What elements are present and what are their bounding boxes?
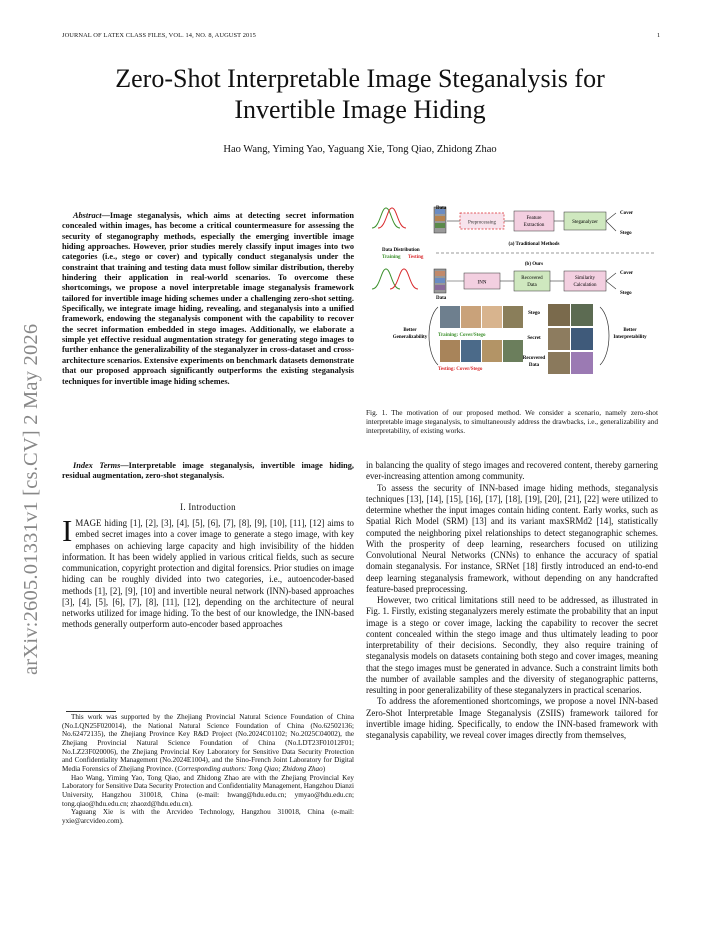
similarity-label-1: Similarity	[575, 276, 595, 281]
feature-extraction-box	[514, 211, 554, 231]
footnote-affiliation: Hao Wang, Yiming Yao, Tong Qiao, and Zhidong Zhao are with the Zhejiang Provincial Key Laboratory for Sensitive Data Security Protection and Confidentiality Management, Hangzhou Dianzi University, Hangzhou 310018, China (e-mail: hwang@hdu.edu.cn; ymyao@hdu.edu.cn; tong.qiao@hdu.edu.cn; zhaozd@hdu.edu.cn).	[62, 773, 354, 808]
drop-cap: I	[62, 513, 73, 548]
index-terms-text: —Interpretable image steganalysis, invertible image hiding, residual augmentation, zero-shot steganalysis.	[62, 461, 355, 481]
bracket-right	[600, 307, 609, 365]
arxiv-stamp: arXiv:2605.01331v1 [cs.CV] 2 May 2026	[20, 323, 42, 675]
data-label-b: Data	[436, 296, 447, 301]
recovered-data-box	[514, 271, 550, 291]
feature-label-2: Extraction	[523, 223, 545, 228]
testing-cover-stego: Testing: Cover/Stego	[438, 367, 483, 372]
footnote-rule	[66, 711, 116, 712]
right-column	[366, 460, 658, 741]
gauss-curves-b	[372, 269, 418, 289]
intro-paragraph	[62, 513, 354, 631]
caption-b: (b) Ours	[524, 262, 544, 267]
preprocessing-label: Preprocessing	[467, 220, 497, 226]
better-interpretability-1: Better	[623, 328, 637, 333]
bracket-left	[429, 307, 438, 365]
cover-label-b: Cover	[620, 271, 634, 276]
training-cover-stego: Training: Cover/Stego	[438, 333, 486, 338]
paragraph: To address the aforementioned shortcomings, we propose a novel INN-based Zero-Shot Interpretable Image Steganalysis (ZSIIS) framework tailored for invertible image hiding. Specifically, to endow the INN-based framework with steganalysis capability, we reveal cover images directly from themselves,	[366, 696, 658, 740]
page-number: 1	[657, 32, 661, 39]
paragraph: However, two critical limitations still need to be addressed, as illustrated in Fig. 1. Firstly, existing steganalyzers merely estimate the probability that an input image is a stego or cover image, lacking the capability to recover the secret content concealed within the stego image and thus ultimately leading to poor interpretability of their decisions. Secondly, they also require training of steganalysis models on datasets containing both stego and cover images, meaning that the stego images must be generated in advance. Such a constraint limits both the number of available samples and the diversity of steganographic patterns, resulting in poor generalizability of these steganalyzers in practical scenarios.	[366, 595, 658, 695]
stego-images	[548, 304, 593, 326]
secret-images	[548, 328, 593, 350]
stego-label-a: Stego	[620, 231, 632, 236]
training-images	[440, 306, 523, 328]
better-generalizability-1: Better	[403, 328, 417, 333]
recovered-label-1: Recovered	[521, 276, 543, 281]
inn-label: INN	[477, 280, 487, 286]
similarity-box	[564, 271, 606, 291]
paper-title	[0, 63, 720, 125]
abstract-text: —Image steganalysis, which aims at detecting secret information concealed within images, has become a critical countermeasure for assessing the security of steganography methods, especially the emerging invertible image hiding approaches. However, prior studies merely classify input images into two categories (i.e., stego or cover) and typically conduct steganalysis under the constraint that training and testing data must follow similar distribution, thereby hindering their application in real-world scenarios. To overcome these shortcomings, we propose a novel interpretable image steganalysis framework tailored for invertible image hiding schemes under a challenging zero-shot setting. Specifically, we integrate image hiding, revealing, and steganalysis into a unified framework, endowing the steganalysis component with the capability to recover the secret information embedded in stego images. Additionally, we elaborate a simple yet effective residual augmentation strategy for generating stego images to further enhance the generalizability of the steganalyzer in cross-dataset and cross-architecture scenarios. Extensive experiments on benchmark datasets demonstrate that our proposed approach significantly outperforms the existing steganalysis techniques for invertible image hiding schemes.	[62, 211, 354, 386]
recovered-label-2: Data	[527, 283, 537, 288]
data-label-a: Data	[436, 206, 447, 211]
data-stack-b	[434, 269, 446, 293]
recovered-row-label-1: Recovered	[522, 356, 546, 361]
gauss-curves-a	[372, 208, 406, 228]
authors: Hao Wang, Yiming Yao, Yaguang Xie, Tong Qiao, Zhidong Zhao	[223, 144, 497, 155]
caption-a: (a) Traditional Methods	[508, 242, 560, 247]
figure-caption: Fig. 1. The motivation of our proposed method. We consider a scenario, namely zero-shot interpretable image steganalysis, to simultaneously address the drawbacks, i.e., generalizability and interpretability, of existing works.	[366, 408, 658, 435]
title-line-1: Zero-Shot Interpretable Image Steganalysis for	[115, 64, 605, 93]
similarity-label-2: Calculation	[573, 283, 597, 288]
feature-label-1: Feature	[526, 216, 542, 221]
cover-label-a: Cover	[620, 211, 634, 216]
paragraph: To assess the security of INN-based image hiding methods, steganalysis techniques [13], [14], [15], [16], [17], [18], [19], [20], [21], [22] were utilized to determine whether the input images contain hiding content. Early works, such as Spatial Rich Model (SRM) [13] and its variant maxSRMd2 [14], statistically computed the neighboring pixel relationships to detect steganographic schemes. With the prosperity of deep learning, researchers focused on utilizing Convolutional Neural Networks (CNNs) to enhance the accuracy of spatial domain steganalysis. For instance, SRNet [18] firstly introduced an end-to-end deep learning steganalysis framework, without depending on any handcrafted feature-based preprocessing.	[366, 482, 658, 594]
testing-label: Testing	[408, 255, 424, 260]
data-distribution-label: Data Distribution	[382, 248, 420, 253]
running-header: JOURNAL OF LATEX CLASS FILES, VOL. 14, NO. 8, AUGUST 2015	[62, 32, 256, 39]
testing-images	[440, 340, 523, 362]
paragraph: in balancing the quality of stego images and recovered content, thereby garnering ever-increasing attention among community.	[366, 460, 658, 482]
secret-row-label: Secret	[527, 336, 541, 341]
stego-label-b: Stego	[620, 291, 632, 296]
steganalyzer-label: Steganalyzer	[572, 220, 598, 225]
index-terms	[62, 461, 354, 482]
better-generalizability-2: Generalizability	[392, 335, 428, 340]
intro-text: MAGE hiding [1], [2], [3], [4], [5], [6], [7], [8], [9], [10], [11], [12] aims to embed secret images into a cover image to generate a stego image, with key emphases on achieving large capacity and high invisibility of the hidden information. It has been widely applied in various critical fields, such as secure communication, copyright protection and digital forensics. Prior studies on image hiding can be roughly divided into two categories, i.e., autoencoder-based methods [1], [2], [9], [10] and invertible neural network (INN)-based approaches [3], [4], [5], [6], [7], [8], [11], [12], depending on the architecture of neural networks utilized for image hiding. To the best of our knowledge, the INN-based methods generally outperform auto-encoder based approaches	[62, 518, 354, 630]
recovered-row-label-2: Data	[528, 363, 540, 368]
stego-row-label: Stego	[528, 311, 540, 316]
footnote-affiliation-2: Yaguang Xie is with the Arcvideo Technology, Hangzhou 310018, China (e-mail: yxie@arcvideo.com).	[62, 808, 354, 825]
abstract-label: Abstract	[73, 211, 102, 220]
recovered-images	[548, 352, 593, 374]
figure-1	[368, 203, 658, 403]
section-heading: I. Introduction	[180, 502, 236, 512]
title-line-2: Invertible Image Hiding	[234, 95, 486, 124]
abstract	[62, 211, 354, 387]
corresponding-authors: Corresponding authors: Tong Qiao; Zhidong Zhao	[177, 764, 323, 773]
footnote-funding: This work was supported by the Zhejiang Provincial Natural Science Foundation of China (No.LQN25F020014), the National Natural Science Foundation of China (No.62502136; No.62472135), the Zhejiang Province Key R&D Project (No.2024C01102; No.2025C04002), the Zhejiang Provincial Natural Science Foundation of China (No.LDT23F01012F01; No.LZ23F020006), the Zhejiang Provincial Key Laboratory for Sensitive Data Security Protection and Confidentiality Management (No.2024E1004), and the Sino-French Joint Laboratory for Digital Media Forensics of Zhejiang Province. (Corresponding authors: Tong Qiao; Zhidong Zhao)	[62, 713, 354, 773]
index-terms-label: Index Terms	[73, 461, 121, 470]
better-interpretability-2: Interpretability	[613, 335, 647, 340]
training-label: Training	[382, 255, 401, 260]
footnotes	[62, 713, 354, 826]
